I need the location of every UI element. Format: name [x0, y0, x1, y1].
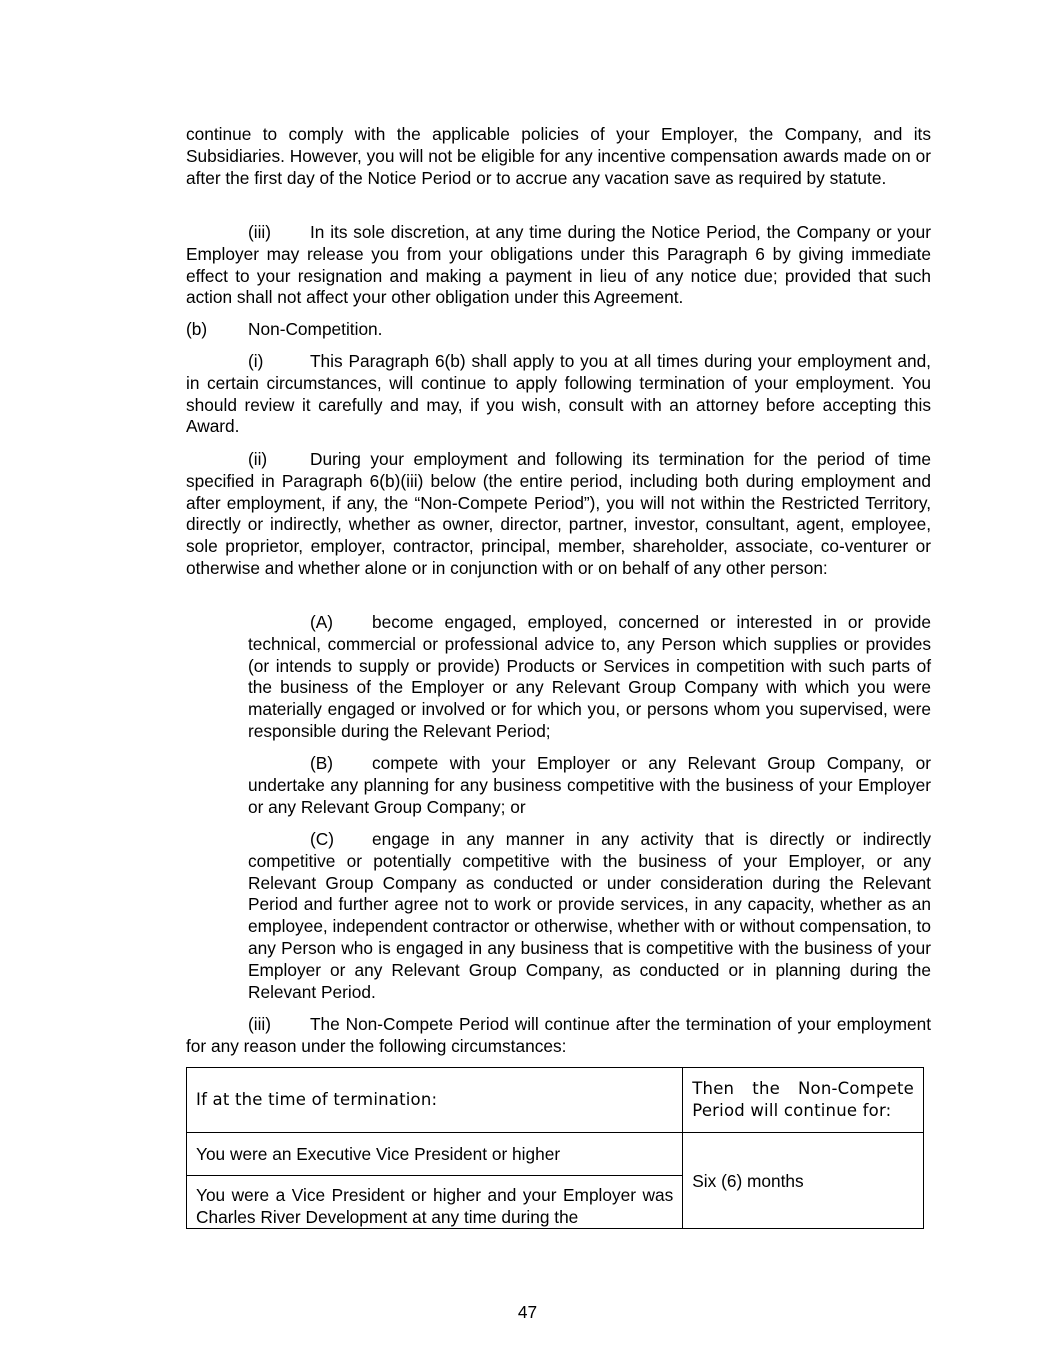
- list-marker: (ii): [248, 449, 268, 469]
- paragraph-iii-period: [186, 1014, 931, 1058]
- list-marker: (b): [186, 319, 208, 339]
- paragraph-text: In its sole discretion, at any time during the Notice Period, the Company or your Employer may release you from your obligations under this Paragraph 6 by giving immediate effect to your resignation and making a payment in lieu of any notice due; provided that such action shall not affect your other obligation under this Agreement.: [186, 222, 931, 308]
- section-heading-text: Non-Competition.: [248, 319, 383, 339]
- table-cell-text: You were a Vice President or higher and your Employer was Charles River Development at any time during the: [196, 1185, 674, 1227]
- table-cell: [187, 1176, 683, 1229]
- table-cell: You were an Executive Vice President or higher: [187, 1133, 683, 1176]
- list-marker: (iii): [248, 222, 272, 242]
- paragraph-text: become engaged, employed, concerned or interested in or provide technical, commercial or professional advice to, any Person which supplies or provides (or intends to supply or provide) Products or Services in competition with such parts of the business of the Employer or any Relevant Group Company with which you were materially engaged or involved or for which you, or persons whom you supervised, were responsible during the Relevant Period;: [248, 612, 931, 741]
- paragraph-text: This Paragraph 6(b) shall apply to you at all times during your employment and, in certain circumstances, will continue to apply following termination of your employment. You should review it carefully and may, if you wish, consult with an attorney before accepting this Award.: [186, 351, 931, 437]
- paragraph-A: [248, 612, 931, 743]
- list-marker: (C): [310, 829, 334, 849]
- non-compete-period-table: [186, 1067, 924, 1229]
- list-marker: (i): [248, 351, 264, 371]
- paragraph-i-scope: [186, 351, 931, 438]
- list-marker: (B): [310, 753, 334, 773]
- paragraph-text: The Non-Compete Period will continue after the termination of your employment for any reason under the following circumstances:: [186, 1014, 931, 1056]
- paragraph-text: continue to comply with the applicable policies of your Employer, the Company, and its Subsidiaries. However, you will not be eligible for any incentive compensation awards made on or after the first day of the Notice Period or to accrue any vacation save as required by statute.: [186, 124, 931, 188]
- paragraph-C: [248, 829, 931, 1003]
- table-cell-merged: Six (6) months: [683, 1133, 924, 1229]
- page-number: 47: [517, 1302, 538, 1322]
- list-marker: (iii): [248, 1014, 272, 1034]
- table-header-row: [187, 1068, 924, 1133]
- paragraph-continuation: [186, 124, 931, 189]
- list-marker: (A): [310, 612, 334, 632]
- paragraph-B: [248, 753, 931, 818]
- section-heading-b: [186, 319, 382, 341]
- table-header-cell: If at the time of termination:: [187, 1068, 683, 1133]
- table-header-cell: Then the Non-Compete Period will continue for:: [683, 1068, 924, 1133]
- paragraph-text: engage in any manner in any activity that is directly or indirectly competitive or potentially competitive with the business of your Employer, or any Relevant Group Company as conducted or under consideration during the Relevant Period and further agree not to work or provide services, in any capacity, whether as an employee, independent contractor or otherwise, whether with or without compensation, to any Person who is engaged in any business that is competitive with the business of your Employer or any Relevant Group Company, as conducted or in planning during the Relevant Period.: [248, 829, 931, 1002]
- paragraph-text: compete with your Employer or any Relevant Group Company, or undertake any planning for any business competitive with the business of your Employer or any Relevant Group Company; or: [248, 753, 931, 817]
- paragraph-iii-release: [186, 222, 931, 309]
- paragraph-text: During your employment and following its termination for the period of time specified in Paragraph 6(b)(iii) below (the entire period, including both during employment and after employment, if any, the “Non-Compete Period”), you will not within the Restricted Territory, directly or indirectly, whether as owner, director, partner, investor, consultant, agent, employee, sole proprietor, employer, contractor, principal, member, shareholder, associate, co-venturer or otherwise and whether alone or in conjunction with or on behalf of any other person:: [186, 449, 931, 578]
- table-row: [187, 1133, 924, 1176]
- paragraph-ii-non-compete: [186, 449, 931, 580]
